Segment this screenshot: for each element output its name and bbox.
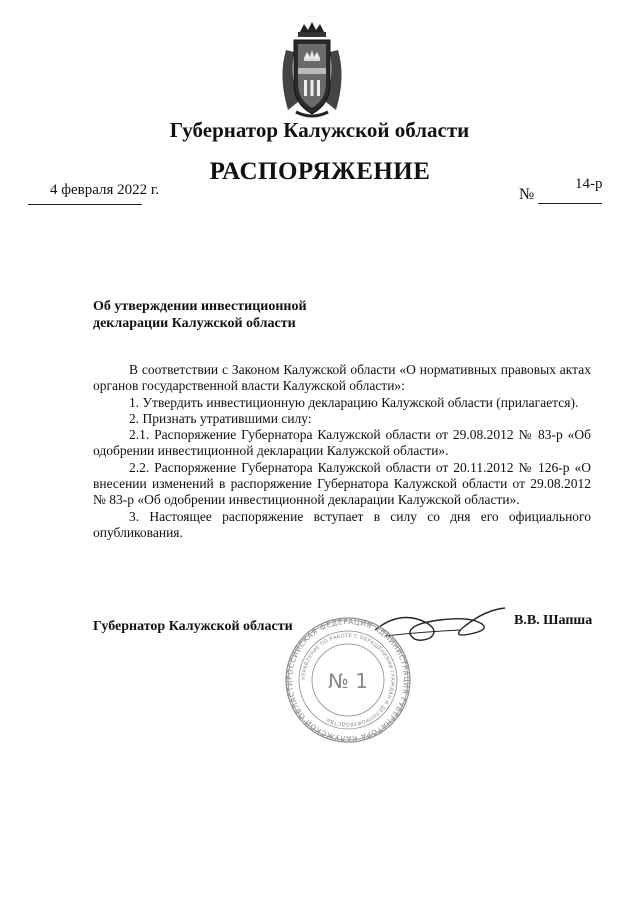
date-underline [28,204,142,205]
paragraph-item-1: 1. Утвердить инвестиционную декларацию Калужской области (прилагается). [129,394,579,410]
document-number: 14-р [575,176,603,192]
document-subject [93,298,353,332]
paragraph-preamble: В соответствии с Законом Калужской области «О нормативных правовых актах органов государственной власти Калужской области»: [93,362,591,394]
coat-of-arms-icon [276,22,348,120]
document-body [93,362,591,541]
paragraph-item-2: 2. Признать утратившими силу: [129,410,312,426]
subject-line-1: Об утверждении инвестиционной [93,299,307,314]
stamp-outer-text: РОССИЙСКАЯ ФЕДЕРАЦИЯ АДМИНИСТРАЦИЯ ГУБЕРНАТОРА КАЛУЖСКОЙ ОБЛАСТИ [284,616,412,744]
number-sign: № [519,186,535,203]
signatory-name: В.В. Шапша [514,613,593,628]
number-underline [538,203,602,204]
subject-line-2: декларации Калужской области [93,316,296,331]
issuer-title: Губернатор Калужской области [169,118,470,142]
official-stamp-icon [283,615,413,745]
stamp-number: № 1 [328,669,368,693]
paragraph-item-2-2: 2.2. Распоряжение Губернатора Калужской области от 20.11.2012 № 126-р «О внесении изменений в распоряжение Губернатора Калужской области от 29.08.2012 № 83-р «Об одобрении инвестиционной декларации Калужской области». [93,459,591,508]
stamp-inner-text: УПРАВЛЕНИЕ ПО РАБОТЕ С ОБРАЩЕНИЯМИ ГРАЖДАН И ДЕЛОПРОИЗВОДСТВА [300,632,396,728]
document-date: 4 февраля 2022 г. [50,182,160,198]
document-type-title: РАСПОРЯЖЕНИЕ [209,158,431,185]
signatory-title: Губернатор Калужской области [93,619,293,634]
paragraph-item-2-1: 2.1. Распоряжение Губернатора Калужской области от 29.08.2012 № 83-р «Об одобрении инвестиционной декларации Калужской области». [93,427,591,459]
paragraph-item-3: 3. Настоящее распоряжение вступает в силу со дня его официального опубликования. [93,508,591,540]
